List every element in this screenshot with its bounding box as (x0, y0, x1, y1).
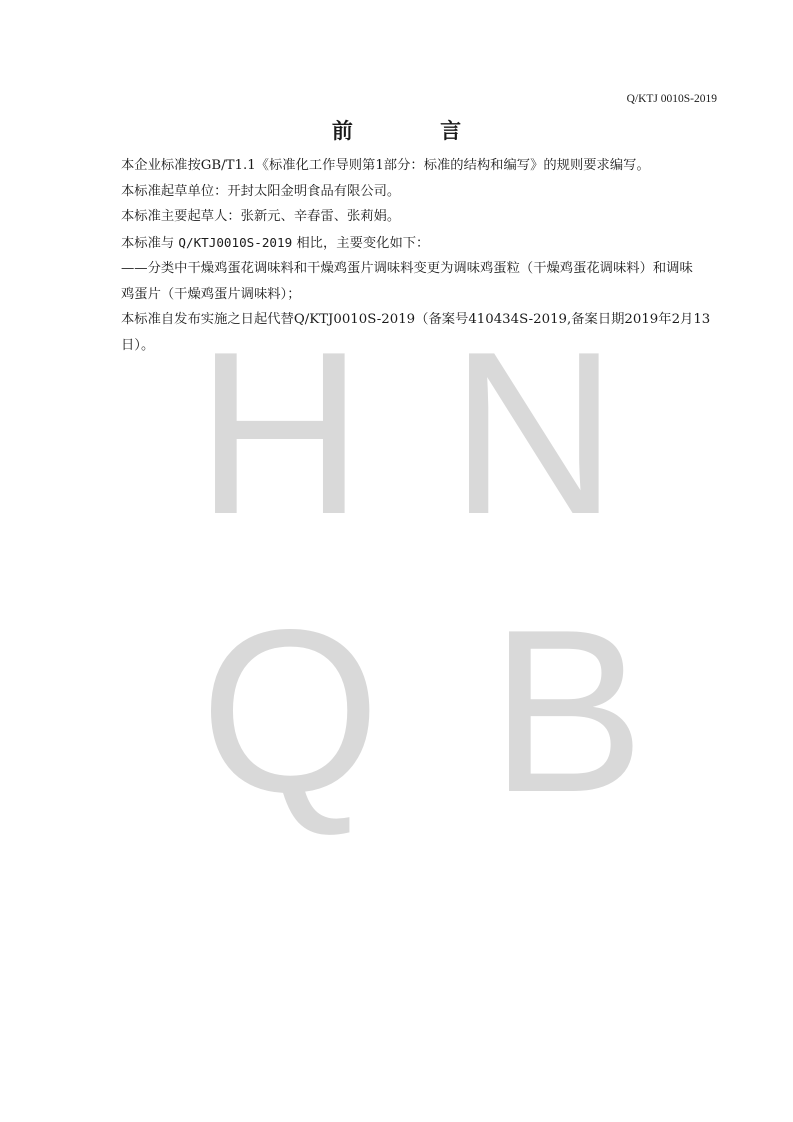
paragraph-drafting-rules: 本企业标准按GB/T1.1《标准化工作导则第1部分：标准的结构和编写》的规则要求编写。 (121, 158, 650, 173)
section-title: 前 言 (331, 119, 502, 143)
paragraph-change-item-continued: 鸡蛋片（干燥鸡蛋片调味料）； (121, 286, 301, 302)
watermark-letter-q: Q (200, 582, 381, 841)
comparison-prefix: 本标准与 (121, 235, 179, 251)
paragraph-comparison (121, 230, 721, 257)
document-code: Q/KTJ 0010S-2019 (626, 93, 717, 105)
comparison-standard-code: Q/KTJ0010S-2019 (178, 234, 293, 250)
watermark-letter-n: N (450, 304, 618, 563)
watermark-letter-h: H (196, 304, 364, 563)
paragraph-replacement: 本标准自发布实施之日起代替Q/KTJ0010S-2019（备案号410434S-2019,备案日期2019年2月13日）。 (121, 312, 711, 353)
foreword-body (121, 153, 721, 358)
paragraph-change-item: ——分类中干燥鸡蛋花调味料和干燥鸡蛋片调味料变更为调味鸡蛋粒（干燥鸡蛋花调味料）和调味 (121, 261, 693, 276)
watermark-letter-b: B (490, 582, 645, 841)
paragraph-drafters: 本标准主要起草人：张新元、辛春雷、张莉娟。 (121, 209, 401, 224)
comparison-suffix: 相比，主要变化如下： (292, 235, 430, 251)
paragraph-drafting-unit: 本标准起草单位：开封太阳金明食品有限公司。 (121, 183, 401, 199)
